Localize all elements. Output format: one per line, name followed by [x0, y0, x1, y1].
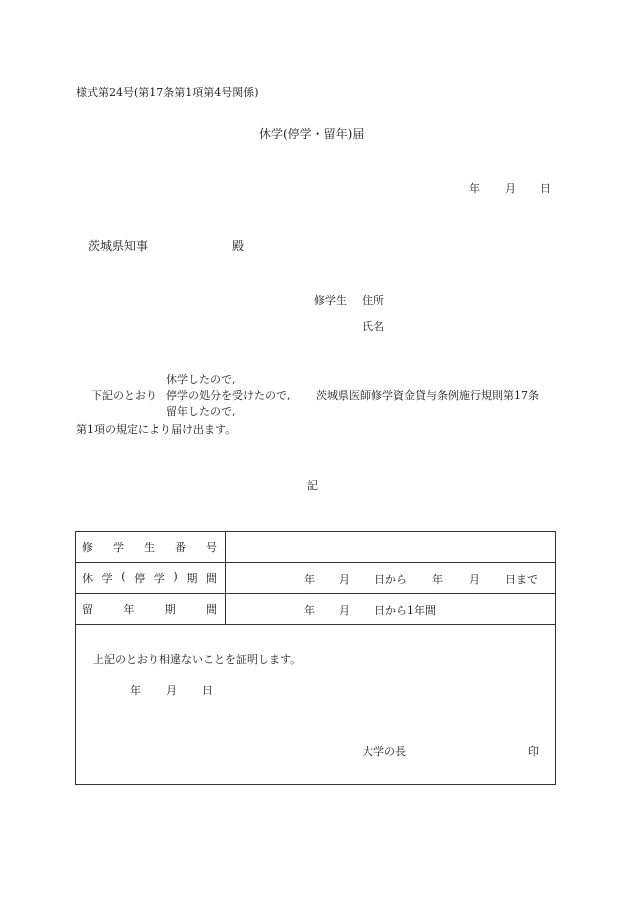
label-char: 修 [82, 541, 93, 554]
table-row [76, 625, 556, 785]
body-lead: 下記のとおり [91, 389, 157, 402]
label-char: 期 [164, 603, 176, 616]
label-char: ) [173, 570, 178, 583]
details-table [75, 531, 556, 785]
certification-month: 月 [166, 684, 177, 697]
table-row [76, 563, 556, 594]
document-title: 休学(停学・留年)届 [259, 127, 365, 141]
to-day: 日まで [505, 573, 538, 586]
repeat-from-day: 日から1年間 [374, 604, 436, 617]
student-number-label [76, 532, 226, 563]
repeat-period-label [76, 594, 226, 625]
label-char: 間 [205, 572, 217, 585]
applicant-role: 修学生 [314, 294, 347, 307]
to-month: 月 [469, 573, 480, 586]
certification-year: 年 [130, 684, 141, 697]
form-number: 様式第24号(第17条第1項第4号関係) [76, 86, 259, 99]
name-label: 氏名 [362, 320, 384, 333]
address-label: 住所 [362, 294, 384, 307]
submission-date-month: 月 [505, 182, 516, 195]
body-tail-line2: 第1項の規定により届け出ます。 [76, 423, 237, 436]
label-char: 番 [175, 541, 186, 554]
repeat-period-field[interactable] [226, 594, 556, 625]
option-repeat-year: 留年したので, [166, 405, 236, 418]
signer-title: 大学の長 [362, 745, 406, 758]
addressee-honorific: 殿 [232, 239, 245, 253]
label-char: 停 [134, 572, 146, 585]
body-tail-line1: 茨城県医師修学資金貸与条例施行規則第17条 [316, 389, 539, 402]
seal-mark: 印 [528, 745, 539, 758]
label-char: 学 [101, 572, 113, 585]
table-row [76, 532, 556, 563]
label-char: 期 [186, 572, 198, 585]
label-char: 年 [123, 603, 135, 616]
from-year: 年 [304, 573, 315, 586]
label-char: 号 [206, 541, 217, 554]
certification-statement: 上記のとおり相違ないことを証明します。 [93, 653, 302, 666]
label-char: 生 [144, 541, 155, 554]
label-char: ( [121, 570, 126, 583]
repeat-from-year: 年 [304, 604, 315, 617]
label-char: 学 [153, 572, 165, 585]
label-char: 休 [82, 572, 93, 585]
label-char: 学 [113, 541, 124, 554]
certification-box [76, 625, 556, 785]
label-char: 間 [205, 603, 217, 616]
repeat-from-month: 月 [339, 604, 350, 617]
option-suspension: 停学の処分を受けたので, [166, 389, 291, 402]
label-char: 留 [82, 603, 93, 616]
from-month: 月 [339, 573, 350, 586]
submission-date-day: 日 [540, 182, 551, 195]
addressee-name: 茨城県知事 [88, 239, 149, 253]
from-day: 日から [374, 573, 407, 586]
table-row [76, 594, 556, 625]
student-number-field[interactable] [226, 532, 556, 563]
ki-heading: 記 [307, 479, 318, 492]
submission-date-year: 年 [469, 182, 480, 195]
certification-day: 日 [202, 684, 213, 697]
leave-period-field[interactable] [226, 563, 556, 594]
leave-period-label [76, 563, 226, 594]
to-year: 年 [432, 573, 443, 586]
option-leave: 休学したので, [166, 373, 236, 386]
